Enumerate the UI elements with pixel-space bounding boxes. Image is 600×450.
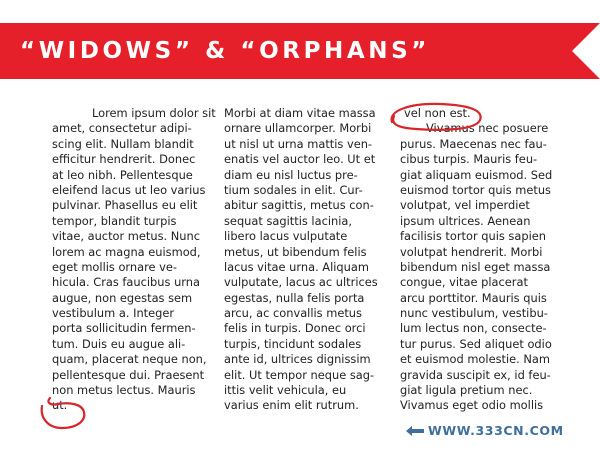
column-line: volutpat hendrerit. Morbi bbox=[400, 244, 543, 259]
column-line: giat ligula pretium nec. bbox=[400, 383, 533, 398]
column-line: tempor, blandit turpis bbox=[52, 213, 177, 228]
column-line: Lorem ipsum dolor sit bbox=[92, 106, 216, 120]
column-line: amet, consectetur adipi- bbox=[52, 121, 192, 136]
column-line: diam eu nisl luctus pre- bbox=[224, 167, 358, 182]
column-line: purus. Maecenas nec fau- bbox=[400, 136, 547, 151]
column-line: egestas, nulla felis porta bbox=[224, 290, 365, 305]
column-line: pulvinar. Phasellus eu elit bbox=[52, 198, 198, 213]
column-line: libero lacus vulputate bbox=[224, 229, 348, 244]
column-line: quam, placerat neque non, bbox=[52, 352, 207, 367]
column-line: eget mollis ornare ve- bbox=[52, 259, 178, 274]
text-column-1 bbox=[52, 106, 216, 414]
column-line: efficitur hendrerit. Donec bbox=[52, 152, 196, 167]
orphan-highlight-circle bbox=[36, 394, 92, 434]
watermark-text: WWW.333CN.COM bbox=[428, 423, 564, 438]
column-line: ipsum ultrices. Aenean bbox=[400, 213, 531, 228]
column-line: euismod tortor quis metus bbox=[400, 182, 551, 197]
column-line: elit. Ut tempor neque sag- bbox=[224, 367, 375, 382]
column-line: lorem ac magna euismod, bbox=[52, 244, 201, 259]
column-line: arcu, ac convallis metus bbox=[224, 306, 362, 321]
column-line: non metus lectus. Mauris bbox=[52, 383, 196, 398]
column-line: ittis velit vehicula, eu bbox=[224, 383, 347, 398]
column-line: felis in turpis. Donec orci bbox=[224, 321, 366, 336]
column-line: et euismod molestie. Nam bbox=[400, 352, 550, 367]
column-line: vestibulum a. Integer bbox=[52, 306, 175, 321]
site-watermark bbox=[400, 420, 595, 442]
column-line: augue, non egestas sem bbox=[52, 290, 193, 305]
column-line: hicula. Cras faucibus urna bbox=[52, 275, 200, 290]
text-column-2 bbox=[224, 106, 378, 414]
widow-line: vel non est. bbox=[404, 106, 471, 120]
column-line: ornare ullamcorper. Morbi bbox=[224, 121, 372, 136]
column-line: bibendum nisl eget massa bbox=[400, 259, 551, 274]
column-line: arcu porttitor. Mauris quis bbox=[400, 290, 547, 305]
column-line: gravida suscipit ex, id feu- bbox=[400, 367, 551, 382]
column-line: lacus vitae urna. Aliquam bbox=[224, 259, 369, 274]
column-line: tur purus. Sed aliquet odio bbox=[400, 336, 552, 351]
column-line: tium sodales in elit. Cur- bbox=[224, 182, 363, 197]
column-line: Vivamus eget odio mollis bbox=[400, 398, 544, 413]
column-line: nunc vestibulum, vestibu- bbox=[400, 306, 548, 321]
column-line: scing elit. Nullam blandit bbox=[52, 136, 194, 151]
column-line: sequat sagittis lacinia, bbox=[224, 213, 352, 228]
column-line: abitur sagittis, metus con- bbox=[224, 198, 374, 213]
text-column-3 bbox=[400, 106, 552, 414]
column-line: volutpat, vel imperdiet bbox=[400, 198, 530, 213]
column-line: eleifend lacus ut leo varius bbox=[52, 182, 206, 197]
widow-highlight-circle bbox=[382, 100, 488, 134]
column-line: tum. Duis eu augue ali- bbox=[52, 336, 186, 351]
column-line: ut nisl ut urna mattis ven- bbox=[224, 136, 373, 151]
column-line: porta sollicitudin fermen- bbox=[52, 321, 196, 336]
arrow-icon bbox=[406, 426, 424, 436]
column-line: congue, vitae placerat bbox=[400, 275, 528, 290]
column-line: Vivamus nec posuere bbox=[426, 121, 549, 136]
column-line: lum lectus non, consecte- bbox=[400, 321, 547, 336]
column-line: vitae, auctor metus. Nunc bbox=[52, 229, 200, 244]
column-line: vulputate, lacus ac ultrices bbox=[224, 275, 378, 290]
column-line: metus, ut bibendum felis bbox=[224, 244, 367, 259]
orphan-line: ut. bbox=[52, 398, 68, 413]
title-banner bbox=[0, 23, 600, 79]
column-line: enatis vel auctor leo. Ut et bbox=[224, 152, 376, 167]
column-line: varius enim elit rutrum. bbox=[224, 398, 359, 413]
column-line: pellentesque dui. Praesent bbox=[52, 367, 205, 382]
column-line: turpis, tincidunt sodales bbox=[224, 336, 362, 351]
column-line: cibus turpis. Mauris feu- bbox=[400, 152, 538, 167]
column-line: facilisis tortor quis sapien bbox=[400, 229, 546, 244]
column-line: ante id, ultrices dignissim bbox=[224, 352, 371, 367]
column-line: at leo nibh. Pellentesque bbox=[52, 167, 193, 182]
column-line: Morbi at diam vitae massa bbox=[224, 106, 376, 120]
column-line: giat aliquam euismod. Sed bbox=[400, 167, 553, 182]
banner-title: “WIDOWS” & “ORPHANS” bbox=[20, 38, 431, 64]
